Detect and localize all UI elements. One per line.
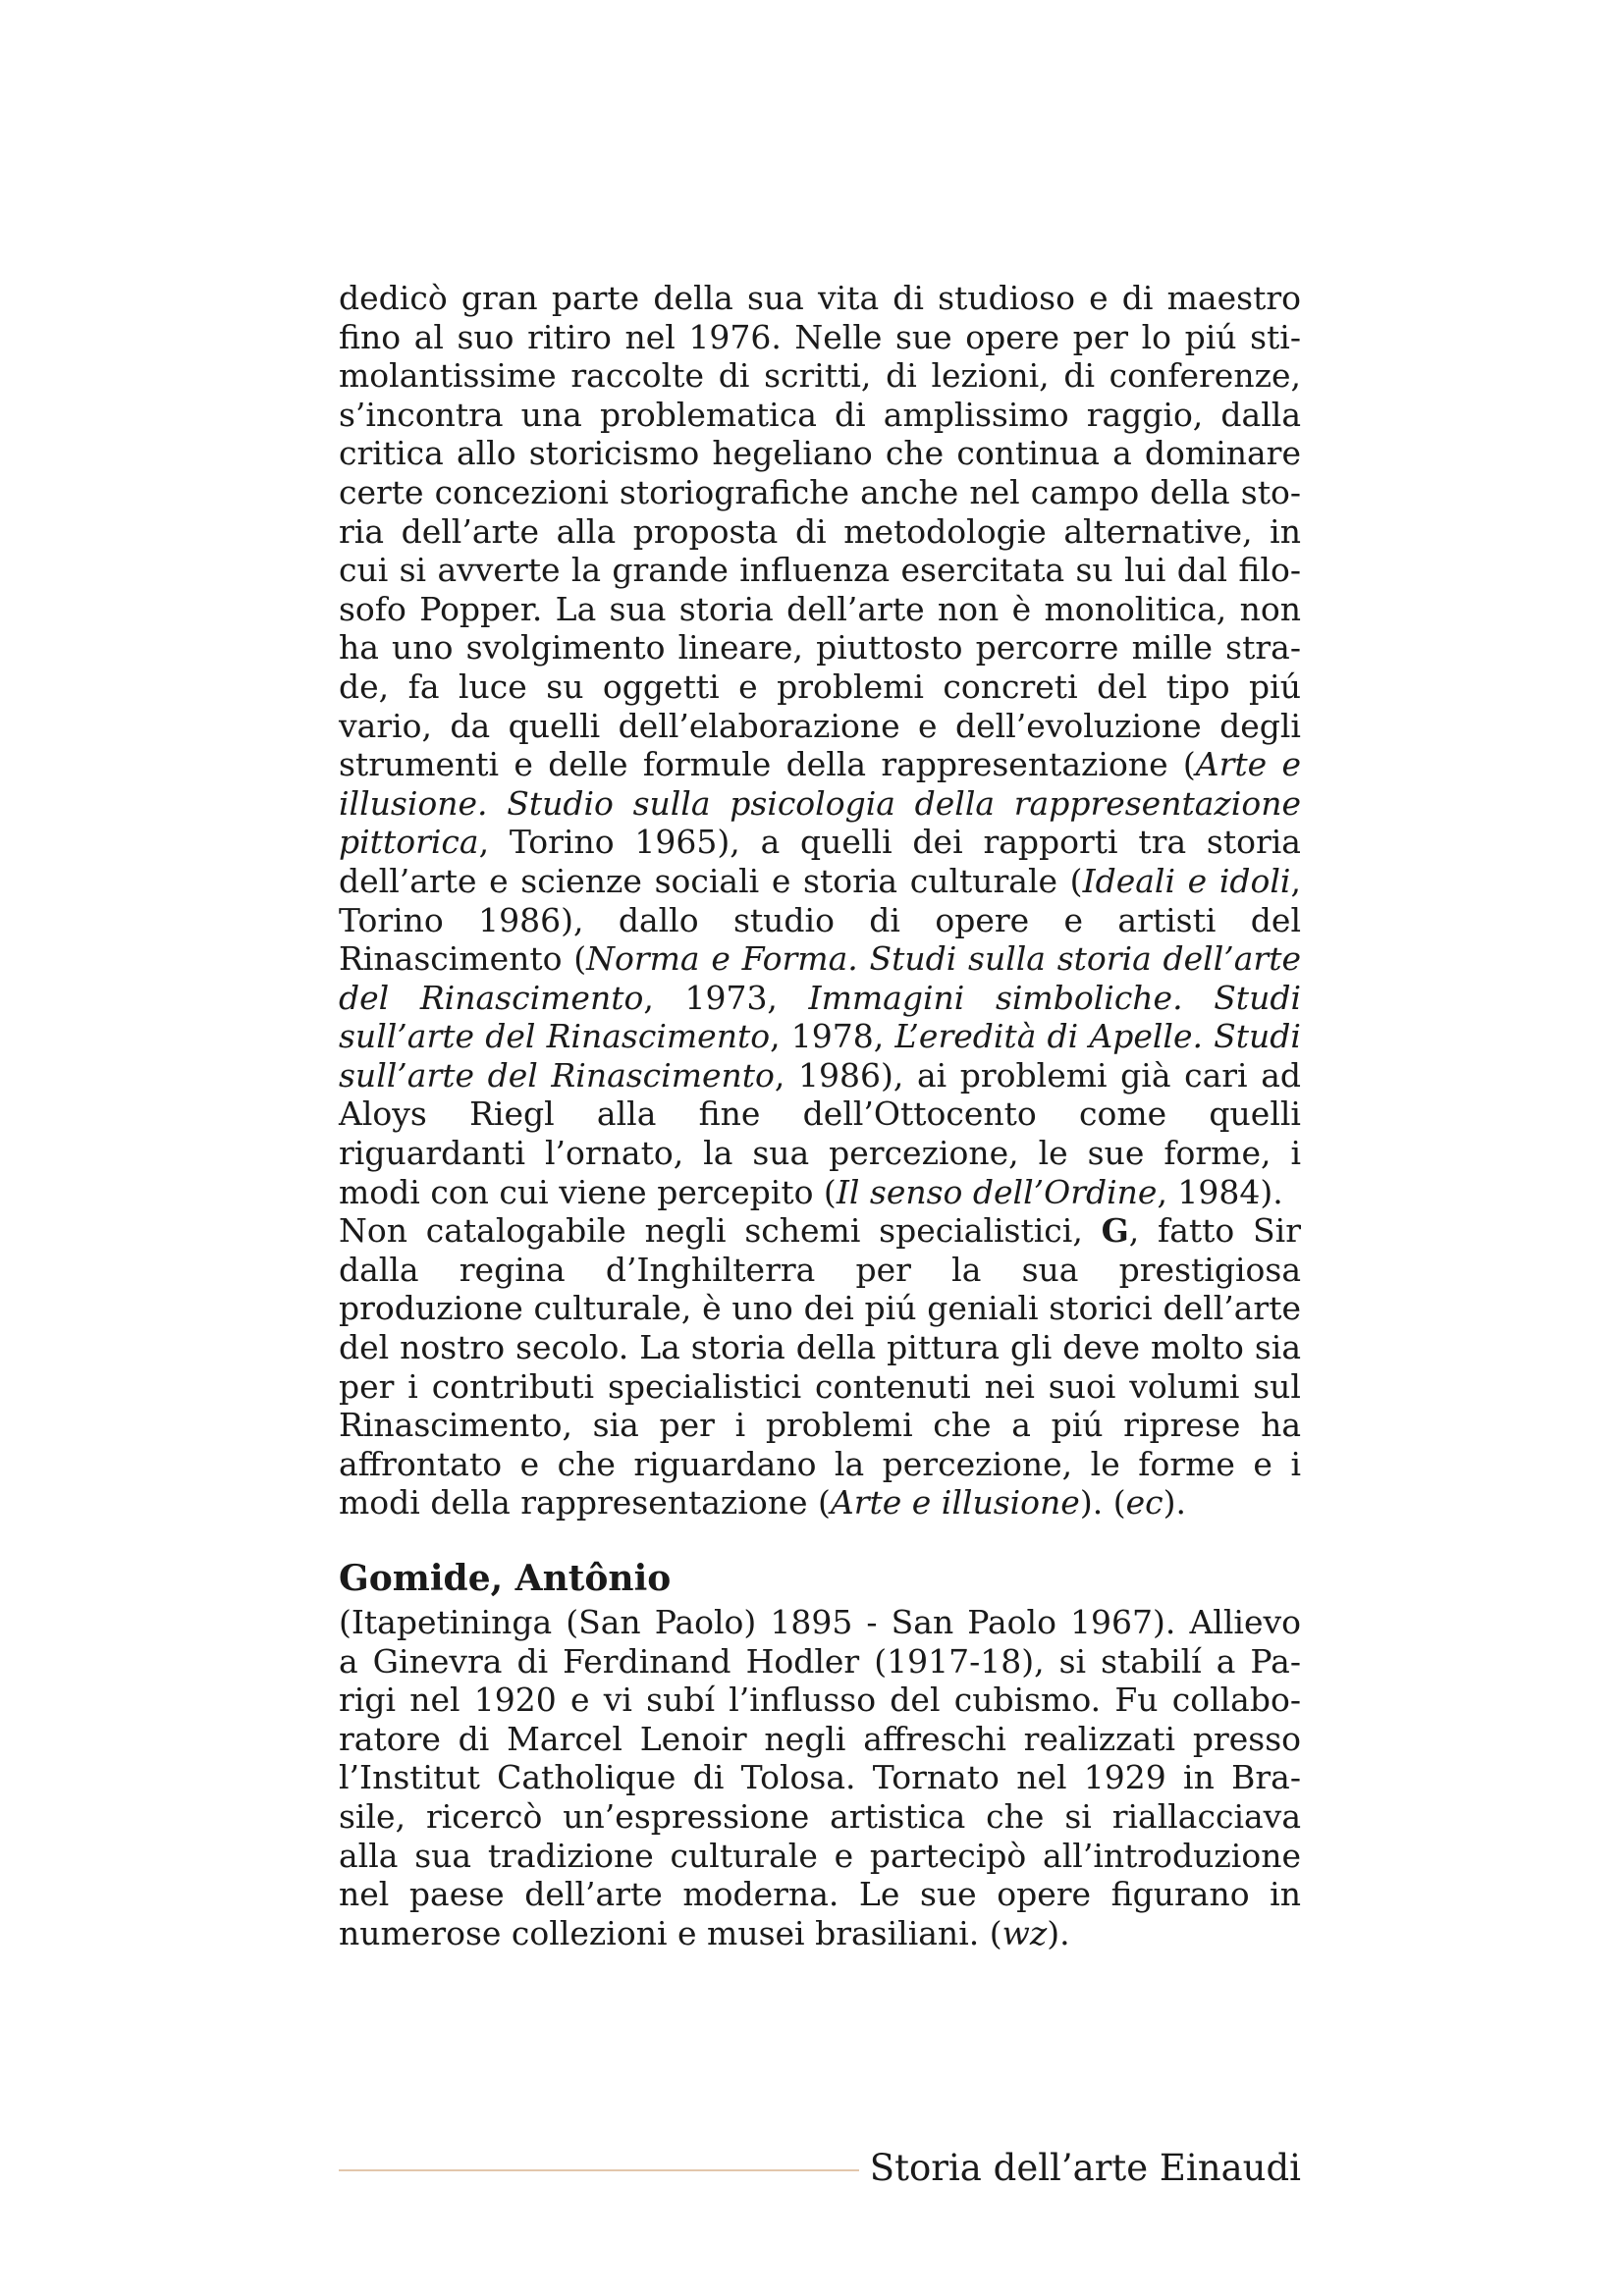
italic-span: Arte e illusione: [830, 1483, 1080, 1522]
italic-span: Il senso dell’Ordine: [836, 1172, 1158, 1211]
italic-span: ec: [1125, 1483, 1163, 1522]
page-content: [339, 279, 1301, 1952]
paragraph-gombrich-continuation: [339, 279, 1301, 1211]
italic-span: wz: [1001, 1913, 1048, 1952]
text-span: , 1986), ai problemi già cari ad Aloys Riegl alla fine dell’Ottocento come quelli riguardanti l’ornato, la sua percezione, le sue forme, i modi con cui viene percepito (: [339, 1055, 1301, 1211]
text-span: ). (: [1079, 1483, 1126, 1522]
text-span: , Torino 1965), a quelli dei rapporti tra storia dell’arte e scienze sociali e storia culturale (: [339, 823, 1301, 900]
bold-span: G: [1101, 1211, 1129, 1251]
text-span: ).: [1047, 1913, 1070, 1952]
italic-span: Arte e illusione. Studio sulla psicologia della rappresentazione pittorica: [339, 745, 1301, 862]
entry-body: [339, 1603, 1301, 1952]
italic-span: Ideali e idoli: [1082, 861, 1291, 900]
text-span: ).: [1163, 1483, 1186, 1522]
italic-span: Immagini simboliche. Studi sull’arte del Rinascimento: [339, 978, 1301, 1056]
italic-span: L’eredità di Apelle. Studi sull’arte del Rinascimento: [339, 1017, 1301, 1095]
entry-title: Gomide, Antônio: [339, 1558, 672, 1599]
text-span: , 1984).: [1157, 1172, 1283, 1211]
text-span: dedicò gran parte della sua vita di studioso e di maestro fino al suo ritiro nel 1976. Nelle sue opere per lo piú stimolantissime raccolte di scritti, di lezioni, di conferenze, s’incontra una problematica di amplissimo raggio, dalla critica allo storicismo hegeliano che continua a dominare certe concezioni storiografiche anche nel campo della storia dell’arte alla proposta di metodologie alternative, in cui si avverte la grande influenza esercitata su lui dal filosofo Popper. La sua storia dell’arte non è monolitica, non ha uno svolgimento lineare, piuttosto percorre mille strade, fa luce su oggetti e problemi concreti del tipo piú vario, da quelli dell’elaborazione e dell’evoluzione degli strumenti e delle formule della rappresentazione (: [339, 279, 1301, 784]
footer-rule: [339, 2169, 859, 2171]
paragraph-gombrich-assessment: [339, 1211, 1301, 1522]
text-span: Non catalogabile negli schemi specialistici,: [339, 1211, 1102, 1251]
italic-span: Norma e Forma. Studi sulla storia dell’arte del Rinascimento: [339, 939, 1301, 1017]
text-span: , 1978,: [770, 1017, 895, 1056]
text-span: , fatto Sir dalla regina d’Inghilterra per la sua prestigiosa produzione culturale, è uno dei piú geniali storici dell’arte del nostro secolo. La storia della pittura gli deve molto sia per i contributi specialistici contenuti nei suoi volumi sul Rinascimento, sia per i problemi che a piú riprese ha affrontato e che riguardano la percezione, le forme e i modi della rappresentazione (: [339, 1211, 1301, 1522]
text-span: , Torino 1986), dallo studio di opere e artisti del Rinascimento (: [339, 861, 1301, 979]
footer-label: Storia dell’arte Einaudi: [869, 2147, 1301, 2189]
text-span: (Itapetininga (San Paolo) 1895 - San Paolo 1967). Allievo a Ginevra di Ferdinand Hodler (1917-18), si stabilí a Parigi nel 1920 e vi subí l’influsso del cubismo. Fu collaboratore di Marcel Lenoir negli affreschi realizzati presso l’Institut Catholique di Tolosa. Tornato nel 1929 in Brasile, ricercò un’espressione artistica che si riallacciava alla sua tradizione culturale e partecipò all’introduzione nel paese dell’arte moderna. Le sue opere figurano in numerose collezioni e musei brasiliani. (: [339, 1603, 1301, 1952]
text-span: , 1973,: [643, 978, 809, 1017]
